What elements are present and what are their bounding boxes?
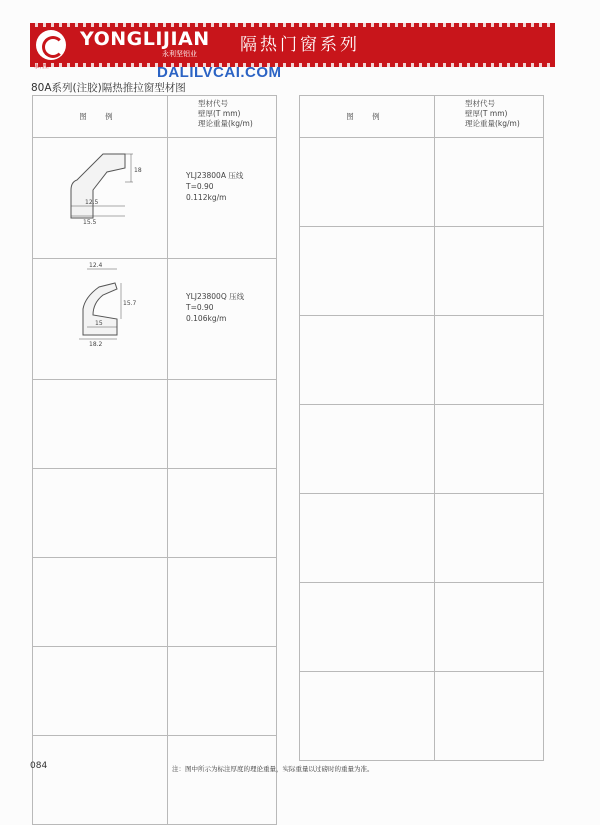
header-properties — [168, 96, 277, 138]
brand-logo-icon — [36, 30, 66, 60]
profile-code: YLJ23800A 压线 — [186, 171, 244, 180]
header-code-label: 型材代号 — [465, 99, 495, 108]
page-number: 084 — [30, 761, 48, 771]
dim-height: 18 — [134, 167, 142, 174]
empty-properties-cell — [168, 736, 277, 825]
profile-weight: 0.106kg/m — [186, 314, 227, 323]
profile-weight: 0.112kg/m — [186, 193, 227, 202]
empty-figure-cell — [300, 227, 435, 316]
header-weight-label: 理论重量(kg/m) — [465, 119, 520, 128]
empty-properties-cell — [435, 494, 544, 583]
empty-properties-cell — [435, 316, 544, 405]
header-properties — [435, 96, 544, 138]
header-thickness-label: 壁厚(T mm) — [198, 109, 241, 118]
empty-figure-cell — [300, 672, 435, 761]
profile-thickness: T=0.90 — [186, 182, 214, 191]
dim-inner-width: 15 — [95, 320, 103, 327]
footer-note: 注：图中所示为标注厚度的理论重量，实际重量以过磅时的重量为准。 — [172, 765, 374, 773]
dim-outer-width: 18.2 — [89, 341, 103, 347]
empty-figure-cell — [33, 736, 168, 825]
empty-figure-cell — [300, 405, 435, 494]
brand-banner — [30, 27, 555, 63]
profile-figure-cell — [33, 259, 168, 380]
brand-subtitle: 永利坚铝业 — [162, 50, 197, 58]
profile-code: YLJ23800Q 压线 — [186, 292, 245, 301]
empty-figure-cell — [300, 316, 435, 405]
empty-properties-cell — [168, 558, 277, 647]
empty-properties-cell — [168, 647, 277, 736]
empty-figure-cell — [33, 647, 168, 736]
empty-figure-cell — [33, 380, 168, 469]
dim-top-width: 12.4 — [89, 262, 103, 269]
header-thickness-label: 壁厚(T mm) — [465, 109, 508, 118]
empty-properties-cell — [435, 227, 544, 316]
banner-bottom-strip — [30, 63, 555, 67]
dim-height: 15.7 — [123, 300, 137, 307]
series-title: 隔热门窗系列 — [240, 35, 360, 55]
profile-drawing-a — [33, 138, 167, 226]
dim-outer-width: 15.5 — [83, 219, 97, 226]
empty-properties-cell — [435, 405, 544, 494]
profile-table-right — [299, 95, 544, 761]
empty-figure-cell — [300, 583, 435, 672]
empty-figure-cell — [33, 558, 168, 647]
header-figure: 图 例 — [33, 96, 168, 138]
profile-table-left — [32, 95, 277, 825]
empty-properties-cell — [435, 583, 544, 672]
profile-figure-cell — [33, 138, 168, 259]
empty-properties-cell — [168, 469, 277, 558]
header-weight-label: 理论重量(kg/m) — [198, 119, 253, 128]
profile-properties — [168, 259, 277, 380]
empty-properties-cell — [435, 138, 544, 227]
empty-figure-cell — [33, 469, 168, 558]
empty-figure-cell — [300, 138, 435, 227]
logo-caption: 永利坚 — [34, 64, 50, 70]
page-title: 80A系列(注胶)隔热推拉窗型材图 — [31, 82, 186, 94]
empty-properties-cell — [435, 672, 544, 761]
empty-properties-cell — [168, 380, 277, 469]
header-code-label: 型材代号 — [198, 99, 228, 108]
profile-drawing-q — [33, 259, 167, 347]
profile-properties — [168, 138, 277, 259]
brand-name: YONGLIJIAN — [80, 28, 210, 50]
profile-thickness: T=0.90 — [186, 303, 214, 312]
watermark: DALILVCAI.COM — [157, 64, 282, 81]
dim-inner-width: 12.5 — [85, 199, 99, 206]
header-figure: 图 例 — [300, 96, 435, 138]
empty-figure-cell — [300, 494, 435, 583]
